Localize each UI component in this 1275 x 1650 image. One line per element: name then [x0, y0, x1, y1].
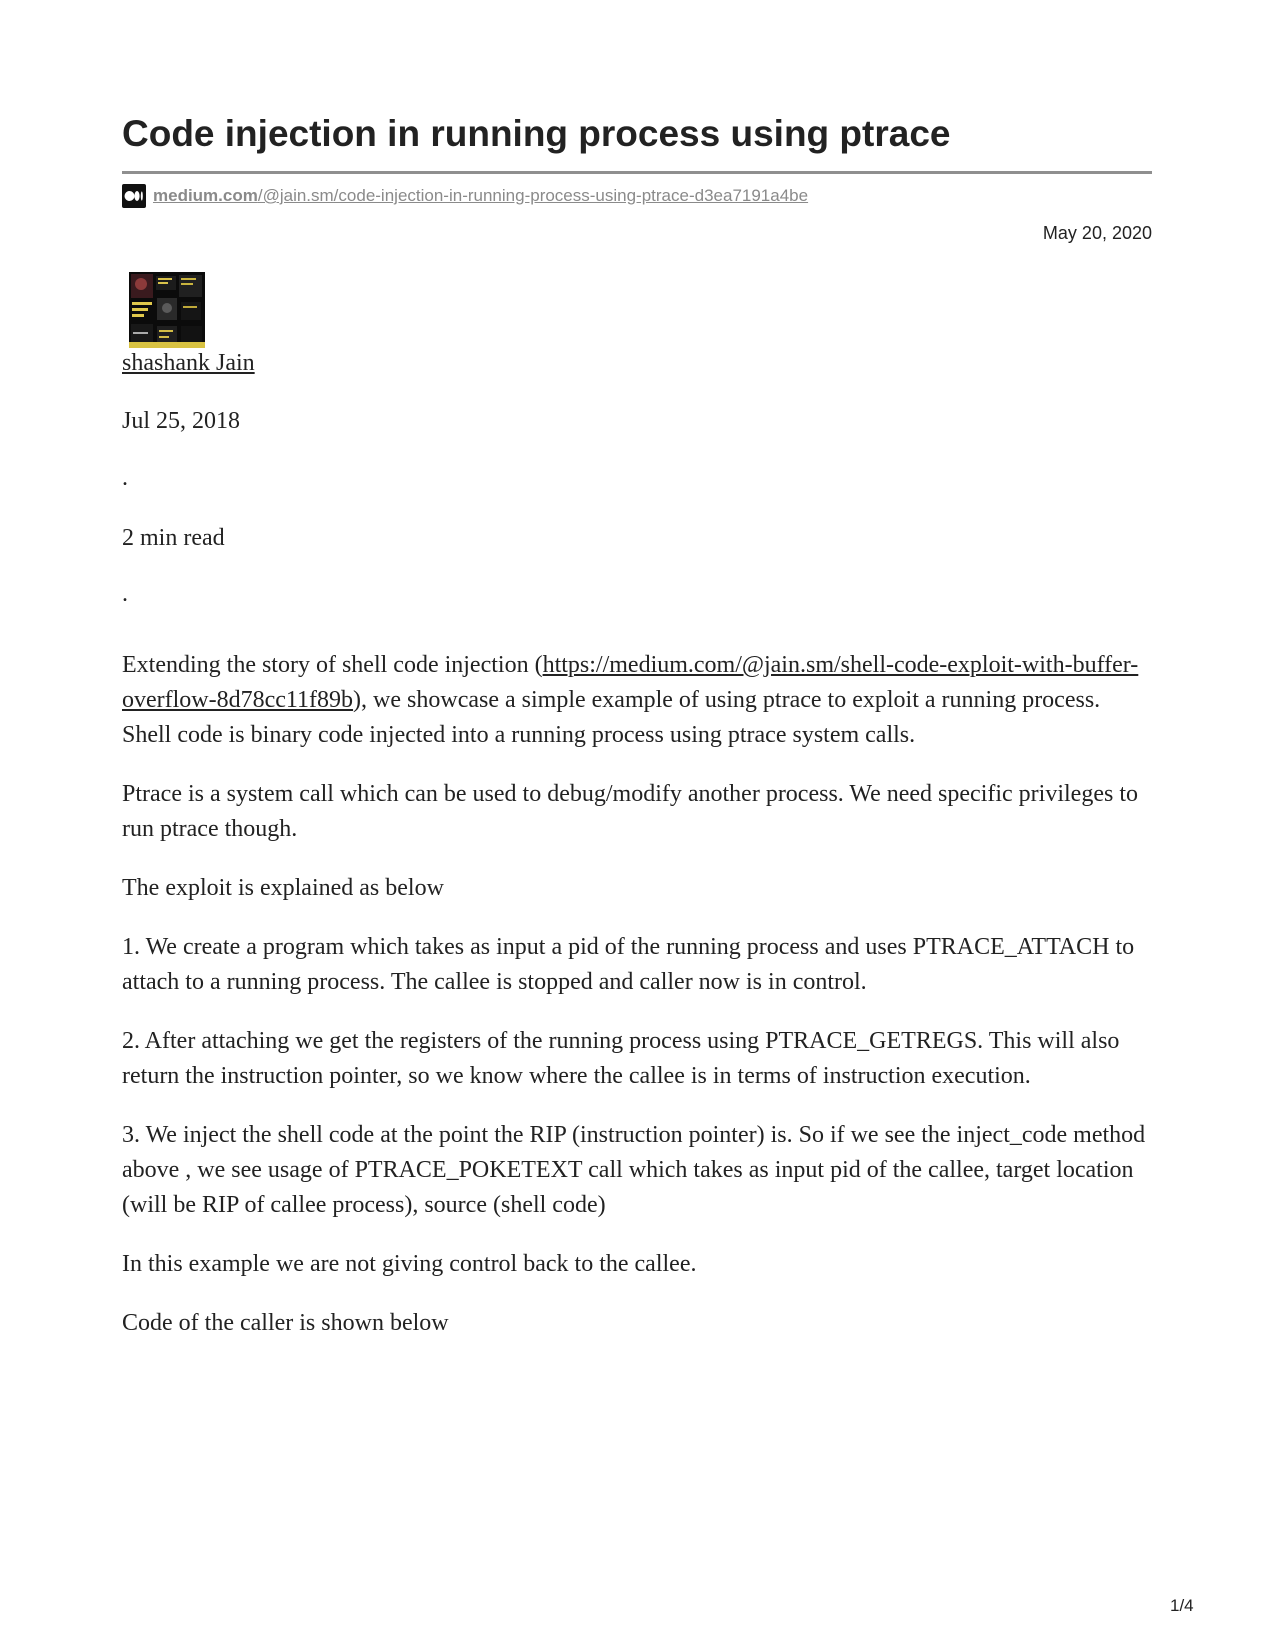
paragraph	[122, 648, 1152, 753]
page-number: 1/4	[1170, 1596, 1194, 1615]
paragraph: 3. We inject the shell code at the point the RIP (instruction pointer) is. So if we see the inject_code method above , we see usage of PTRACE_POKETEXT call which takes as input pid of the callee, target location (will be RIP of callee process), source (shell code)	[122, 1122, 1146, 1218]
paragraph: The exploit is explained as below	[122, 875, 444, 901]
paragraph-text: ), we showcase a simple example of using ptrace to exploit a running process. Shell code is binary code injected into a running process using ptrace system calls.	[122, 687, 1101, 748]
meta-separator: .	[122, 581, 128, 607]
paragraph: 2. After attaching we get the registers of the running process using PTRACE_GETREGS. This will also return the instruction pointer, so we know where the callee is in terms of instruction execution.	[122, 1028, 1120, 1089]
paragraph: Ptrace is a system call which can be used to debug/modify another process. We need specific privileges to run ptrace though.	[122, 781, 1138, 842]
source-domain: medium.com	[153, 186, 258, 205]
shell-code-article-link[interactable]: https://medium.com/@jain.sm/shell-code-exploit-with-buffer-overflow-8d78cc11f89b	[122, 652, 1139, 713]
author-avatar[interactable]	[129, 272, 205, 348]
medium-logo-icon	[122, 184, 146, 208]
paragraph: 1. We create a program which takes as input a pid of the running process and uses PTRACE_ATTACH to attach to a running process. The callee is stopped and caller now is in control.	[122, 934, 1135, 995]
source-line	[122, 184, 808, 208]
article-title: Code injection in running process using ptrace	[122, 113, 951, 154]
meta-separator: .	[122, 465, 128, 491]
print-date: May 20, 2020	[1042, 223, 1152, 243]
publish-date: Jul 25, 2018	[122, 408, 241, 434]
source-url-link[interactable]	[153, 186, 808, 206]
read-time: 2 min read	[122, 525, 225, 551]
paragraph: In this example we are not giving control back to the callee.	[122, 1251, 697, 1277]
source-path: /@jain.sm/code-injection-in-running-process-using-ptrace-d3ea7191a4be	[257, 186, 809, 205]
title-divider	[122, 171, 1152, 174]
paragraph-text: Extending the story of shell code injection (	[122, 652, 543, 678]
article-body	[122, 648, 1152, 1365]
paragraph: Code of the caller is shown below	[122, 1310, 449, 1336]
author-name-link[interactable]: shashank Jain	[122, 350, 255, 376]
